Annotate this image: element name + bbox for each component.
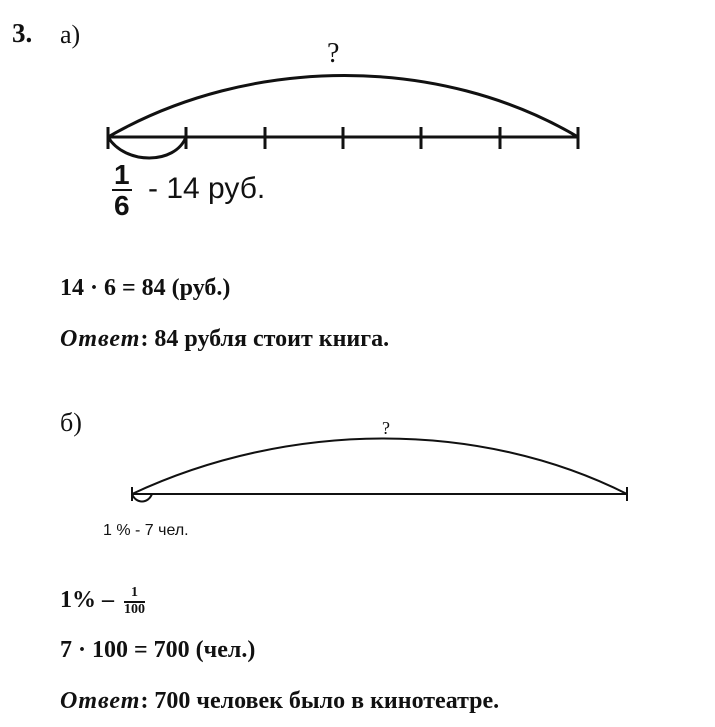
part-b-percent-denominator: 100: [124, 601, 145, 617]
part-a-fraction-numerator: 1: [114, 159, 130, 190]
part-b-label: б): [60, 408, 82, 437]
part-a-part-arc: [108, 137, 186, 158]
part-a-label: а): [60, 20, 81, 49]
part-a-calculation: 14 · 6 = 84 (руб.): [60, 275, 231, 301]
part-b-answer: [60, 688, 499, 715]
part-a-diagram: [108, 76, 578, 159]
part-b-whole-arc: [132, 439, 627, 495]
part-b-segment-label: 1 % - 7 чел.: [103, 522, 189, 539]
part-a-answer: [60, 326, 389, 353]
part-a-question-mark: ?: [327, 38, 340, 69]
part-b-answer-label: Ответ: [60, 688, 141, 714]
part-a-fraction-value: - 14 руб.: [148, 172, 266, 205]
part-a-answer-text: : 84 рубля стоит книга.: [140, 326, 390, 352]
part-a-answer-label: Ответ: [60, 326, 141, 352]
part-b-diagram: [132, 439, 627, 502]
part-b-percent-numerator: 1: [124, 586, 145, 603]
part-a-fraction: [112, 160, 132, 221]
part-b-answer-text: : 700 человек было в кинотеатре.: [140, 688, 500, 714]
part-b-calculation: 7 · 100 = 700 (чел.): [60, 637, 256, 663]
part-b-percent-prefix: 1% –: [60, 587, 114, 614]
part-b-part-arc: [132, 494, 152, 502]
problem-number: 3.: [12, 18, 33, 48]
part-b-percent-line: [60, 586, 145, 617]
part-b-question-mark: ?: [382, 418, 390, 438]
part-a-fraction-denominator: 6: [114, 190, 130, 222]
